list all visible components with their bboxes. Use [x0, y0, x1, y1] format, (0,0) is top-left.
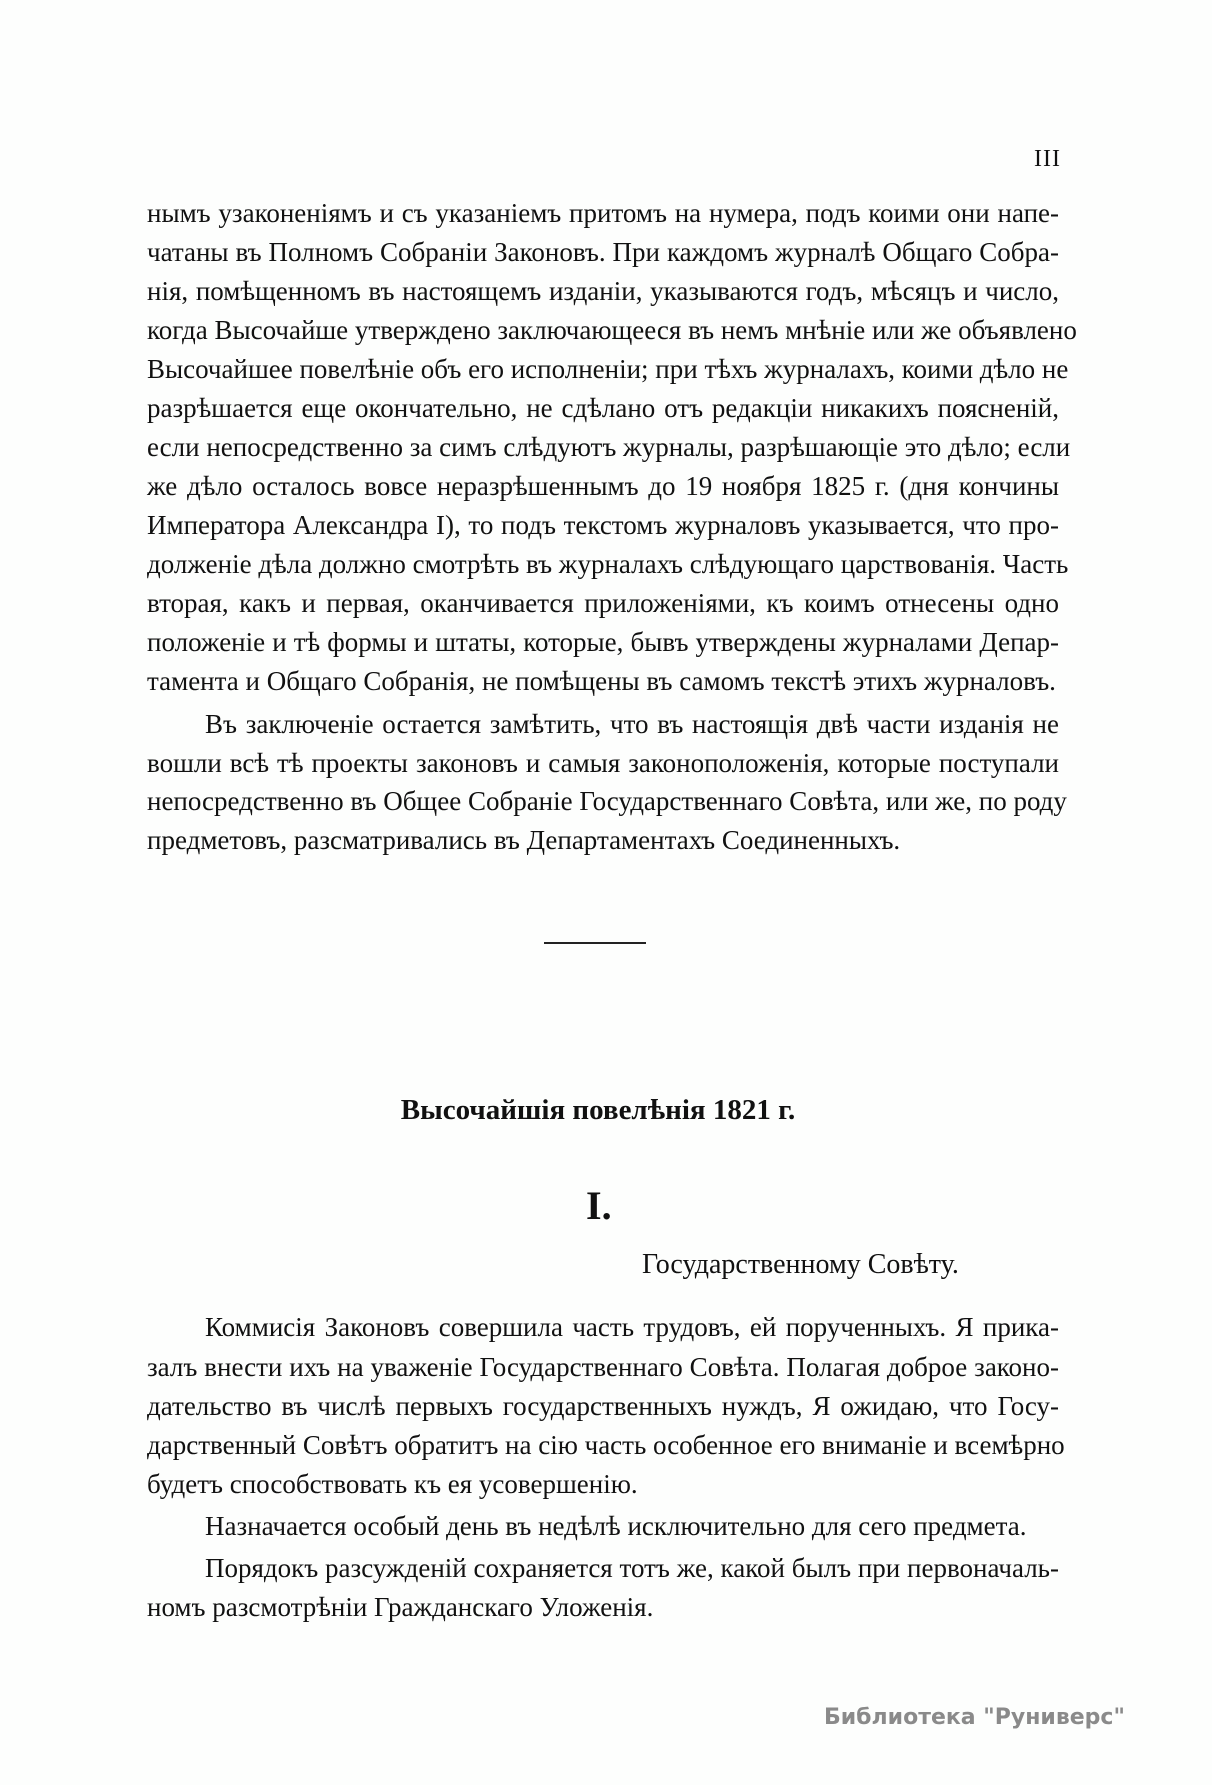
- text-line: если непосредственно за симъ слѣдуютъ журналы, разрѣшающіе это дѣло; если: [147, 432, 1071, 462]
- text-line: разрѣшается еще окончательно, не сдѣлано отъ редакціи никакихъ поясненій,: [147, 393, 1059, 423]
- text-line: чатаны въ Полномъ Собраніи Законовъ. При каждомъ журналѣ Общаго Собра-: [147, 237, 1059, 267]
- text-line: будетъ способствовать къ ея усовершенію.: [147, 1469, 638, 1499]
- section-heading: [0, 1094, 1212, 1127]
- text-line: дарственный Совѣтъ обратитъ на сію часть особенное его вниманіе и всемѣрно: [147, 1430, 1065, 1460]
- text-line: Коммисія Законовъ совершила часть трудовъ, ей порученныхъ. Я прика-: [205, 1312, 1059, 1342]
- text-line: же дѣло осталось вовсе неразрѣшеннымъ до 19 ноября 1825 г. (дня кончины: [147, 471, 1059, 501]
- library-watermark: Библиотека "Руниверс": [824, 1705, 1125, 1730]
- text-line: вошли всѣ тѣ проекты законовъ и самыя законоположенія, которые поступали: [147, 748, 1059, 778]
- text-line: предметовъ, разсматривались въ Департаментахъ Соединенныхъ.: [147, 825, 901, 855]
- text-line: положеніе и тѣ формы и штаты, которые, бывъ утверждены журналами Депар-: [147, 627, 1059, 657]
- text-line: вторая, какъ и первая, оканчивается приложеніями, къ коимъ отнесены одно: [147, 588, 1059, 618]
- text-line: дательство въ числѣ первыхъ государственныхъ нуждъ, Я ожидаю, что Госу-: [147, 1391, 1059, 1421]
- text-line: долженіе дѣла должно смотрѣть въ журналахъ слѣдующаго царствованія. Часть: [147, 549, 1069, 579]
- document-numeral: I.: [586, 1183, 612, 1228]
- text-line: номъ разсмотрѣніи Гражданскаго Уложенія.: [147, 1592, 654, 1622]
- text-line: когда Высочайше утверждено заключающееся въ немъ мнѣніе или же объявлено: [147, 315, 1077, 345]
- text-line: непосредственно въ Общее Собраніе Государственнаго Совѣта, или же, по роду: [147, 786, 1067, 816]
- text-line: залъ внести ихъ на уваженіе Государственнаго Совѣта. Полагая доброе законо-: [147, 1352, 1059, 1382]
- text-line: тамента и Общаго Собранія, не помѣщены въ самомъ текстѣ этихъ журналовъ.: [147, 666, 1056, 696]
- section-heading-text: Высочайшія повелѣнія 1821 г.: [400, 1094, 796, 1126]
- addressee: Государственному Совѣту.: [642, 1249, 959, 1280]
- text-line: Порядокъ разсужденій сохраняется тотъ же, какой былъ при первоначаль-: [205, 1553, 1059, 1583]
- text-line: нымъ узаконеніямъ и съ указаніемъ притомъ на нумера, подъ коими они напе-: [147, 198, 1059, 228]
- text-line: Назначается особый день въ недѣлѣ исключительно для сего предмета.: [205, 1511, 1027, 1541]
- text-line: Въ заключеніе остается замѣтить, что въ настоящія двѣ части изданія не: [205, 709, 1059, 739]
- section-divider: [544, 942, 646, 944]
- text-line: Императора Александра I), то подъ текстомъ журналовъ указывается, что про-: [147, 510, 1059, 540]
- text-line: Высочайшее повелѣніе объ его исполненіи; при тѣхъ журналахъ, коими дѣло не: [147, 354, 1069, 384]
- text-line: нія, помѣщенномъ въ настоящемъ изданіи, указываются годъ, мѣсяцъ и число,: [147, 276, 1059, 306]
- page-number: III: [1034, 146, 1061, 172]
